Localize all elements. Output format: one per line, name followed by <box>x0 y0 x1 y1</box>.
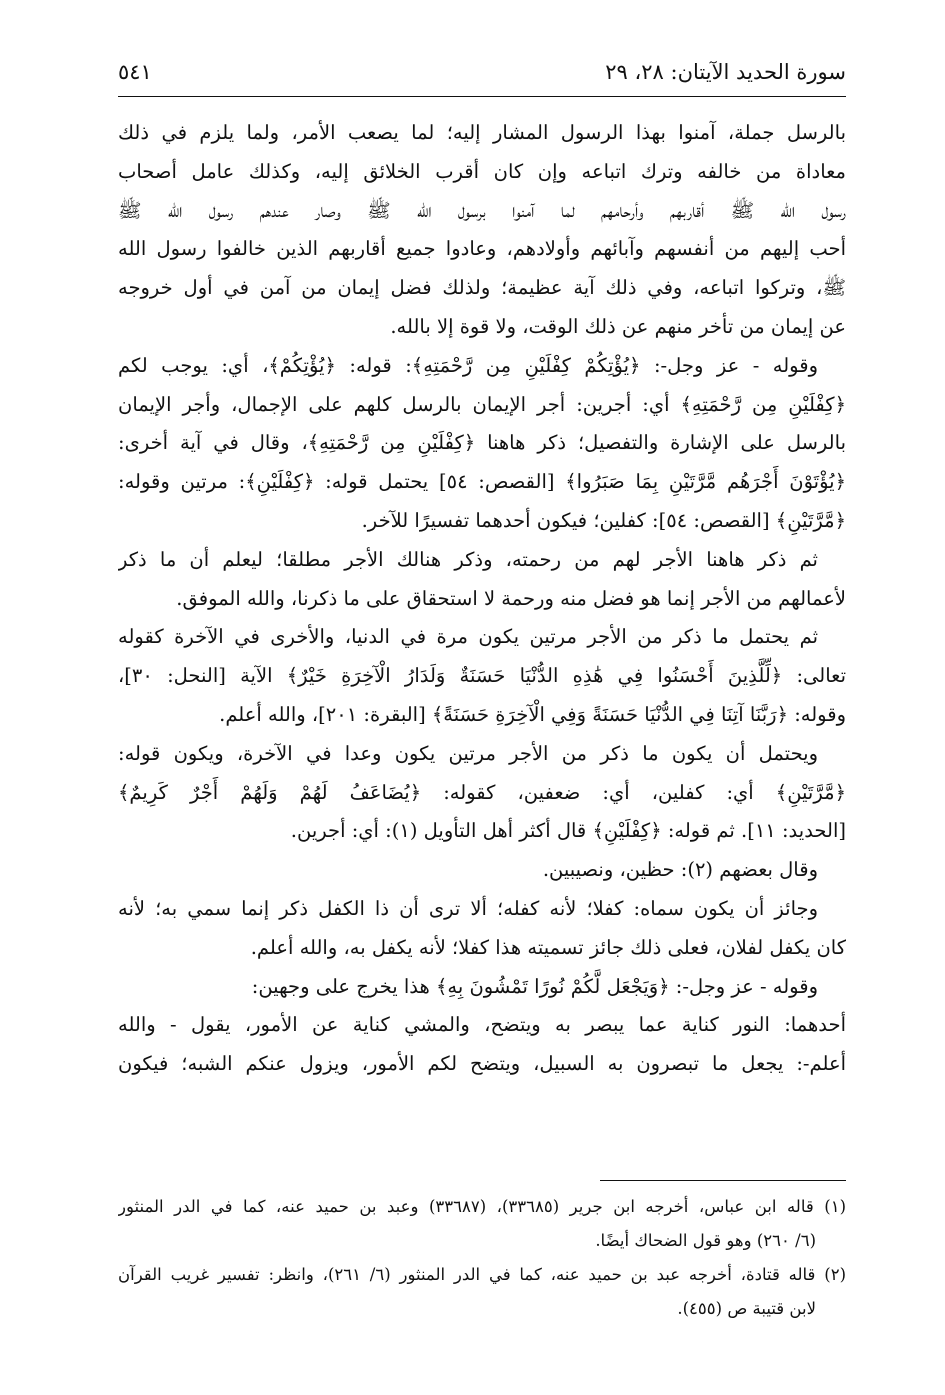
text-line: وجائز أن يكون سماه: كفلا؛ لأنه كفله؛ ألا ترى أن ذا الكفل ذكر إنما سمي به؛ لأنه <box>118 896 818 920</box>
running-title: سورة الحديد الآيتان: ٢٨، ٢٩ <box>605 60 846 84</box>
footnote-line: (٦/ ٢٦٠) وهو قول الضحاك أيضًا. <box>595 1231 816 1250</box>
text-line: وقوله - عز وجل-: ﴿وَيَجْعَل لَّكُمْ نُورًا تَمْشُونَ بِهِ﴾ هذا يخرج على وجهين: <box>251 974 818 998</box>
text-line: رسول الله ﷺ أقاربهم وأرحامهم لما آمنوا برسول الله ﷺ وصار عندهم رسول الله ﷺ <box>118 198 846 222</box>
text-line: ويحتمل أن يكون ما ذكر من الأجر مرتين يكون وعدا في الآخرة، ويكون قوله: <box>118 741 818 765</box>
header-rule <box>118 96 846 97</box>
text-line: تعالى: ﴿لِّلَّذِينَ أَحْسَنُوا فِي هَٰذِهِ الدُّنْيَا حَسَنَةٌ وَلَدَارُ الْآخِرَةِ خَيْرٌ﴾ الآية [النحل: ٣٠]، <box>118 664 846 688</box>
text-line: عن إيمان من تأخر منهم عن ذلك الوقت، ولا قوة إلا بالله. <box>390 314 846 338</box>
footnote-line: لابن قتيبة ص (٤٥٥). <box>677 1299 816 1318</box>
text-line: أحب إليهم من أنفسهم وآبائهم وأولادهم، وعادوا جميع أقاربهم الذين خالفوا رسول الله <box>118 237 846 261</box>
text-line: ثم يحتمل ما ذكر من الأجر مرتين يكون مرة في الدنيا، والأخرى في الآخرة كقوله <box>118 625 818 649</box>
text-line: أعلم-: يجعل ما تبصرون به السبيل، ويتضح لكم الأمور، ويزول عنكم الشبه؛ فيكون <box>118 1052 846 1076</box>
text-line: وقال بعضهم (٢): حظين، ونصيبين. <box>542 858 818 882</box>
text-line: ثم ذكر هاهنا الأجر لهم من رحمته، وذكر هنالك الأجر مطلقا؛ ليعلم أن ما ذكر <box>118 547 818 571</box>
text-line: ﴿كِفْلَيْنِ مِن رَّحْمَتِهِ﴾ أي: أجرين: أجر الإيمان بالرسل كلهم على الإجمال، وأجر الإيمان <box>118 392 846 416</box>
footnote-line: (٢) قاله قتادة، أخرجه عبد بن حميد عنه، كما في الدر المنثور (٦/ ٢٦١)، وانظر: تفسير غريب القرآن <box>118 1265 846 1284</box>
text-line: بالرسل جملة، آمنوا بهذا الرسول المشار إليه؛ لما يصعب الأمر، ولما يلزم في ذلك <box>118 121 846 144</box>
footnotes <box>118 1190 846 1326</box>
text-line: ﴿مَّرَّتَيْنِ﴾ أي: كفلين، أي: ضعفين، كقوله: ﴿يُضَاعَفُ لَهُمْ وَلَهُمْ أَجْرٌ كَرِيمٌ﴾ <box>118 780 846 804</box>
text-line: أحدهما: النور كناية عما يبصر به ويتضح، والمشي كناية عن الأمور، يقول - والله <box>118 1013 846 1037</box>
text-line: وقوله - عز وجل-: ﴿يُؤْتِكُمْ كِفْلَيْنِ مِن رَّحْمَتِهِ﴾: قوله: ﴿يُؤْتِكُمْ﴾، أي: يوجب لكم <box>118 353 818 377</box>
footnote-line: (١) قاله ابن عباس، أخرجه ابن جرير (٣٣٦٨٥)، (٣٣٦٨٧) وعبد بن حميد عنه، كما في الدر المنثور <box>118 1197 846 1216</box>
text-line: معاداة من خالفه وترك اتباعه وإن كان أقرب الخلائق إليه، وكذلك عامل أصحاب <box>118 159 846 183</box>
text-line: ﴿مَّرَّتَيْنِ﴾ [القصص: ٥٤]: كفلين؛ فيكون أحدهما تفسيرًا للآخر. <box>361 508 846 532</box>
text-line: [الحديد: ١١]. ثم قوله: ﴿كِفْلَيْنِ﴾ قال أكثر أهل التأويل (١): أي: أجرين. <box>290 819 846 843</box>
text-line: لأعمالهم من الأجر إنما هو فضل منه ورحمة لا استحقاق على ما ذكرنا، والله الموفق. <box>176 586 846 610</box>
text-line: كان يكفل لفلان، فعلى ذلك جائز تسميته هذا كفلا؛ لأنه يكفل به، والله أعلم. <box>250 935 846 959</box>
page-number: ٥٤١ <box>118 60 152 84</box>
text-line: بالرسل على الإشارة والتفصيل؛ ذكر هاهنا ﴿كِفْلَيْنِ مِن رَّحْمَتِهِ﴾، وقال في آية أخرى: <box>118 431 846 455</box>
text-line: وقوله: ﴿رَبَّنَا آتِنَا فِي الدُّنْيَا حَسَنَةً وَفِي الْآخِرَةِ حَسَنَةً﴾ [البقرة: ٢٠١]، والله أعلم. <box>219 702 846 726</box>
main-text <box>118 114 846 1084</box>
text-line: ﷺ، وتركوا اتباعه، وفي ذلك آية عظيمة؛ ولذلك فضل إيمان من آمن في أول خروجه <box>118 276 846 300</box>
page-header <box>118 56 846 96</box>
footnote-rule <box>600 1180 846 1181</box>
text-line: ﴿يُؤْتَوْنَ أَجْرَهُم مَّرَّتَيْنِ بِمَا صَبَرُوا﴾ [القصص: ٥٤] يحتمل قوله: ﴿كِفْلَيْنِ﴾: مرتين وقوله: <box>118 470 846 494</box>
